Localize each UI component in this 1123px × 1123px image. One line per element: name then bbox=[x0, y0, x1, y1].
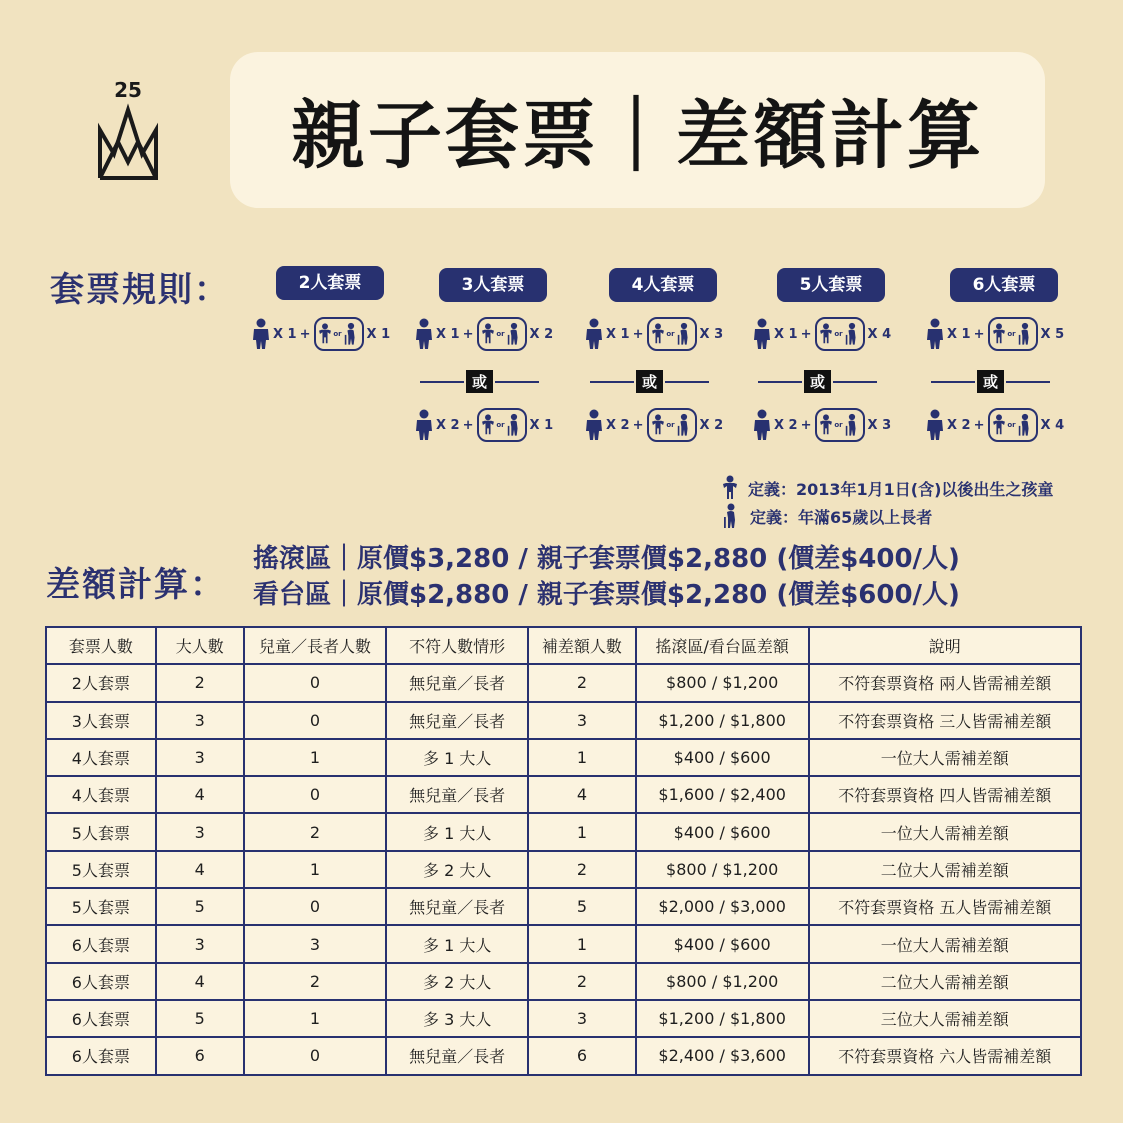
title-panel bbox=[230, 52, 1045, 208]
package-pill-3: 3人套票 bbox=[439, 268, 547, 302]
child-icon bbox=[651, 323, 665, 345]
or-divider bbox=[590, 370, 709, 393]
table-cell: 1 bbox=[244, 851, 387, 888]
table-cell: $1,200 / $1,800 bbox=[636, 1000, 809, 1037]
table-cell: 3 bbox=[156, 702, 244, 739]
rule-row bbox=[753, 317, 891, 351]
child-senior-count: X 3 bbox=[699, 326, 724, 342]
table-header-cell: 大人數 bbox=[156, 627, 244, 664]
pricing-info bbox=[253, 541, 960, 613]
table-cell: $400 / $600 bbox=[636, 739, 809, 776]
table-cell: 4人套票 bbox=[46, 776, 156, 813]
rule-row bbox=[415, 408, 553, 442]
table-cell: 1 bbox=[244, 739, 387, 776]
table-cell: 4 bbox=[528, 776, 636, 813]
or-label: 或 bbox=[804, 370, 831, 393]
or-small-label: or bbox=[496, 330, 505, 338]
rules-label: 套票規則： bbox=[50, 270, 230, 310]
table-header-cell: 搖滾區/看台區差額 bbox=[636, 627, 809, 664]
child-or-senior-box bbox=[477, 317, 527, 351]
table-cell: 5 bbox=[156, 1000, 244, 1037]
adult-icon bbox=[926, 318, 944, 350]
child-or-senior-box bbox=[314, 317, 364, 351]
plus-sign: + bbox=[462, 326, 474, 342]
table-cell: 2 bbox=[244, 813, 387, 850]
child-icon bbox=[722, 475, 738, 501]
plus-sign: + bbox=[632, 417, 644, 433]
definition-child: 定義：2013年1月1日(含)以後出生之孩童 bbox=[722, 474, 1053, 502]
child-senior-count: X 4 bbox=[867, 326, 892, 342]
table-cell: 3人套票 bbox=[46, 702, 156, 739]
table-cell: 3 bbox=[528, 1000, 636, 1037]
senior-icon bbox=[1017, 322, 1033, 346]
or-small-label: or bbox=[834, 330, 843, 338]
child-senior-count: X 1 bbox=[529, 417, 554, 433]
calc-label: 差額計算： bbox=[46, 565, 226, 605]
table-cell: 一位大人需補差額 bbox=[809, 813, 1081, 850]
table-cell: 2 bbox=[156, 664, 244, 701]
adult-icon bbox=[415, 409, 433, 441]
table-cell: 1 bbox=[528, 925, 636, 962]
table-cell: 不符套票資格 三人皆需補差額 bbox=[809, 702, 1081, 739]
table-cell: 4 bbox=[156, 776, 244, 813]
divider-line bbox=[931, 381, 975, 383]
child-icon bbox=[819, 323, 833, 345]
divider-line bbox=[495, 381, 539, 383]
table-cell: 多 2 大人 bbox=[386, 851, 528, 888]
table-cell: 6人套票 bbox=[46, 1037, 156, 1074]
table-cell: 2 bbox=[528, 851, 636, 888]
adult-icon bbox=[753, 318, 771, 350]
rule-row bbox=[926, 408, 1064, 442]
adult-count: X 2 bbox=[606, 417, 630, 433]
or-divider bbox=[931, 370, 1050, 393]
or-small-label: or bbox=[333, 330, 342, 338]
divider-line bbox=[758, 381, 802, 383]
table-header-cell: 不符人數情形 bbox=[386, 627, 528, 664]
adult-count: X 1 bbox=[606, 326, 630, 342]
child-icon bbox=[481, 414, 495, 436]
table-cell: 5 bbox=[156, 888, 244, 925]
table-cell: $1,200 / $1,800 bbox=[636, 702, 809, 739]
adult-count: X 2 bbox=[774, 417, 798, 433]
table-cell: $400 / $600 bbox=[636, 925, 809, 962]
child-senior-count: X 3 bbox=[867, 417, 892, 433]
adult-icon bbox=[585, 318, 603, 350]
adult-icon-wrap bbox=[753, 409, 771, 441]
table-cell: 5 bbox=[528, 888, 636, 925]
rule-row bbox=[415, 317, 553, 351]
adult-count: X 1 bbox=[436, 326, 460, 342]
table-row bbox=[46, 963, 1081, 1000]
divider-line bbox=[1006, 381, 1050, 383]
table-cell: 0 bbox=[244, 776, 387, 813]
table-cell: 1 bbox=[244, 1000, 387, 1037]
adult-icon bbox=[252, 318, 270, 350]
adult-icon-wrap bbox=[415, 318, 433, 350]
table-cell: 無兒童／長者 bbox=[386, 776, 528, 813]
plus-sign: + bbox=[299, 326, 311, 342]
table-cell: 6人套票 bbox=[46, 925, 156, 962]
child-or-senior-box bbox=[647, 408, 697, 442]
table-cell: $800 / $1,200 bbox=[636, 664, 809, 701]
table-row bbox=[46, 739, 1081, 776]
senior-icon bbox=[506, 413, 522, 437]
table-cell: $400 / $600 bbox=[636, 813, 809, 850]
rule-row bbox=[585, 317, 723, 351]
table-cell: 不符套票資格 六人皆需補差額 bbox=[809, 1037, 1081, 1074]
table-cell: 6人套票 bbox=[46, 963, 156, 1000]
senior-icon bbox=[343, 322, 359, 346]
table-cell: 3 bbox=[156, 813, 244, 850]
plus-sign: + bbox=[973, 417, 985, 433]
adult-icon-wrap bbox=[926, 409, 944, 441]
table-cell: 2 bbox=[244, 963, 387, 1000]
crown-logo-icon bbox=[96, 102, 160, 182]
table-cell: $800 / $1,200 bbox=[636, 851, 809, 888]
table-cell: 5人套票 bbox=[46, 813, 156, 850]
table-row bbox=[46, 813, 1081, 850]
table-row bbox=[46, 776, 1081, 813]
table-header-cell: 套票人數 bbox=[46, 627, 156, 664]
plus-sign: + bbox=[800, 326, 812, 342]
adult-icon-wrap bbox=[415, 409, 433, 441]
table-cell: 4 bbox=[156, 851, 244, 888]
senior-icon bbox=[676, 322, 692, 346]
or-label: 或 bbox=[466, 370, 493, 393]
senior-icon bbox=[844, 413, 860, 437]
child-icon bbox=[318, 323, 332, 345]
child-senior-count: X 4 bbox=[1040, 417, 1065, 433]
difference-table bbox=[45, 626, 1082, 1076]
definition-senior: 定義：年滿65歲以上長者 bbox=[722, 502, 1053, 530]
divider-line bbox=[833, 381, 877, 383]
table-cell: 無兒童／長者 bbox=[386, 1037, 528, 1074]
logo-number: 25 bbox=[114, 78, 142, 102]
table-cell: 多 1 大人 bbox=[386, 813, 528, 850]
adult-icon bbox=[585, 409, 603, 441]
table-row bbox=[46, 851, 1081, 888]
divider-line bbox=[420, 381, 464, 383]
or-small-label: or bbox=[834, 421, 843, 429]
table-cell: 2 bbox=[528, 664, 636, 701]
child-senior-count: X 2 bbox=[699, 417, 724, 433]
or-label: 或 bbox=[977, 370, 1004, 393]
table-cell: $1,600 / $2,400 bbox=[636, 776, 809, 813]
table-cell: 6 bbox=[528, 1037, 636, 1074]
adult-icon-wrap bbox=[753, 318, 771, 350]
table-cell: 不符套票資格 五人皆需補差額 bbox=[809, 888, 1081, 925]
table-cell: 1 bbox=[528, 739, 636, 776]
or-small-label: or bbox=[1007, 330, 1016, 338]
table-cell: 不符套票資格 兩人皆需補差額 bbox=[809, 664, 1081, 701]
table-cell: 3 bbox=[156, 925, 244, 962]
child-senior-count: X 5 bbox=[1040, 326, 1065, 342]
pricing-rock-zone: 搖滾區｜原價$3,280 / 親子套票價$2,880 (價差$400/人) bbox=[253, 544, 960, 574]
adult-count: X 2 bbox=[947, 417, 971, 433]
adult-count: X 2 bbox=[436, 417, 460, 433]
table-header-cell: 補差額人數 bbox=[528, 627, 636, 664]
senior-icon bbox=[844, 322, 860, 346]
table-cell: 2人套票 bbox=[46, 664, 156, 701]
child-or-senior-box bbox=[477, 408, 527, 442]
rule-row bbox=[252, 317, 390, 351]
adult-icon bbox=[415, 318, 433, 350]
table-cell: 一位大人需補差額 bbox=[809, 739, 1081, 776]
table-cell: 多 2 大人 bbox=[386, 963, 528, 1000]
table-cell: 多 1 大人 bbox=[386, 925, 528, 962]
package-pill-5: 5人套票 bbox=[777, 268, 885, 302]
rule-row bbox=[926, 317, 1064, 351]
table-cell: 3 bbox=[528, 702, 636, 739]
plus-sign: + bbox=[632, 326, 644, 342]
senior-icon bbox=[722, 503, 740, 529]
child-icon bbox=[992, 414, 1006, 436]
senior-icon bbox=[676, 413, 692, 437]
adult-count: X 1 bbox=[273, 326, 297, 342]
child-icon bbox=[651, 414, 665, 436]
child-or-senior-box bbox=[647, 317, 697, 351]
rule-row bbox=[753, 408, 891, 442]
table-cell: 不符套票資格 四人皆需補差額 bbox=[809, 776, 1081, 813]
table-cell: 3 bbox=[244, 925, 387, 962]
plus-sign: + bbox=[973, 326, 985, 342]
child-or-senior-box bbox=[815, 317, 865, 351]
table-cell: 6 bbox=[156, 1037, 244, 1074]
or-label: 或 bbox=[636, 370, 663, 393]
table-cell: 多 3 大人 bbox=[386, 1000, 528, 1037]
table-cell: $800 / $1,200 bbox=[636, 963, 809, 1000]
plus-sign: + bbox=[462, 417, 474, 433]
child-icon bbox=[992, 323, 1006, 345]
child-or-senior-box bbox=[988, 317, 1038, 351]
table-cell: 0 bbox=[244, 1037, 387, 1074]
table-header-cell: 說明 bbox=[809, 627, 1081, 664]
table-cell: 無兒童／長者 bbox=[386, 664, 528, 701]
table-cell: 0 bbox=[244, 702, 387, 739]
table-cell: 5人套票 bbox=[46, 851, 156, 888]
table-row bbox=[46, 925, 1081, 962]
table-cell: 6人套票 bbox=[46, 1000, 156, 1037]
child-or-senior-box bbox=[988, 408, 1038, 442]
table-row bbox=[46, 888, 1081, 925]
table-cell: 1 bbox=[528, 813, 636, 850]
table-cell: 4人套票 bbox=[46, 739, 156, 776]
divider-line bbox=[665, 381, 709, 383]
table-cell: 多 1 大人 bbox=[386, 739, 528, 776]
table-header-cell: 兒童／長者人數 bbox=[244, 627, 387, 664]
divider-line bbox=[590, 381, 634, 383]
or-divider bbox=[758, 370, 877, 393]
senior-icon bbox=[506, 322, 522, 346]
senior-icon bbox=[1017, 413, 1033, 437]
table-cell: 一位大人需補差額 bbox=[809, 925, 1081, 962]
table-cell: 無兒童／長者 bbox=[386, 702, 528, 739]
adult-count: X 1 bbox=[774, 326, 798, 342]
table-row bbox=[46, 1037, 1081, 1074]
child-icon bbox=[819, 414, 833, 436]
table-cell: 4 bbox=[156, 963, 244, 1000]
adult-icon-wrap bbox=[585, 318, 603, 350]
adult-icon-wrap bbox=[926, 318, 944, 350]
table-cell: 二位大人需補差額 bbox=[809, 851, 1081, 888]
adult-icon bbox=[926, 409, 944, 441]
adult-count: X 1 bbox=[947, 326, 971, 342]
or-small-label: or bbox=[1007, 421, 1016, 429]
package-pill-6: 6人套票 bbox=[950, 268, 1058, 302]
child-icon bbox=[481, 323, 495, 345]
table-cell: 0 bbox=[244, 664, 387, 701]
table-cell: 2 bbox=[528, 963, 636, 1000]
page-title: 親子套票｜差額計算 bbox=[291, 93, 984, 179]
or-divider bbox=[420, 370, 539, 393]
table-row bbox=[46, 664, 1081, 701]
or-small-label: or bbox=[496, 421, 505, 429]
or-small-label: or bbox=[666, 330, 675, 338]
table-cell: 二位大人需補差額 bbox=[809, 963, 1081, 1000]
pricing-stand-zone: 看台區｜原價$2,880 / 親子套票價$2,280 (價差$600/人) bbox=[253, 580, 960, 610]
table-cell: 無兒童／長者 bbox=[386, 888, 528, 925]
rule-row bbox=[585, 408, 723, 442]
plus-sign: + bbox=[800, 417, 812, 433]
adult-icon-wrap bbox=[585, 409, 603, 441]
table-header-row bbox=[46, 627, 1081, 664]
or-small-label: or bbox=[666, 421, 675, 429]
package-pill-4: 4人套票 bbox=[609, 268, 717, 302]
child-senior-count: X 1 bbox=[366, 326, 391, 342]
table-cell: 三位大人需補差額 bbox=[809, 1000, 1081, 1037]
brand-logo bbox=[96, 78, 160, 188]
table-row bbox=[46, 702, 1081, 739]
table-cell: 5人套票 bbox=[46, 888, 156, 925]
adult-icon bbox=[753, 409, 771, 441]
table-cell: $2,000 / $3,000 bbox=[636, 888, 809, 925]
package-pill-2: 2人套票 bbox=[276, 266, 384, 300]
table-row bbox=[46, 1000, 1081, 1037]
table-cell: 0 bbox=[244, 888, 387, 925]
child-or-senior-box bbox=[815, 408, 865, 442]
adult-icon-wrap bbox=[252, 318, 270, 350]
child-senior-count: X 2 bbox=[529, 326, 554, 342]
table-cell: 3 bbox=[156, 739, 244, 776]
definitions bbox=[722, 474, 1053, 530]
table-cell: $2,400 / $3,600 bbox=[636, 1037, 809, 1074]
